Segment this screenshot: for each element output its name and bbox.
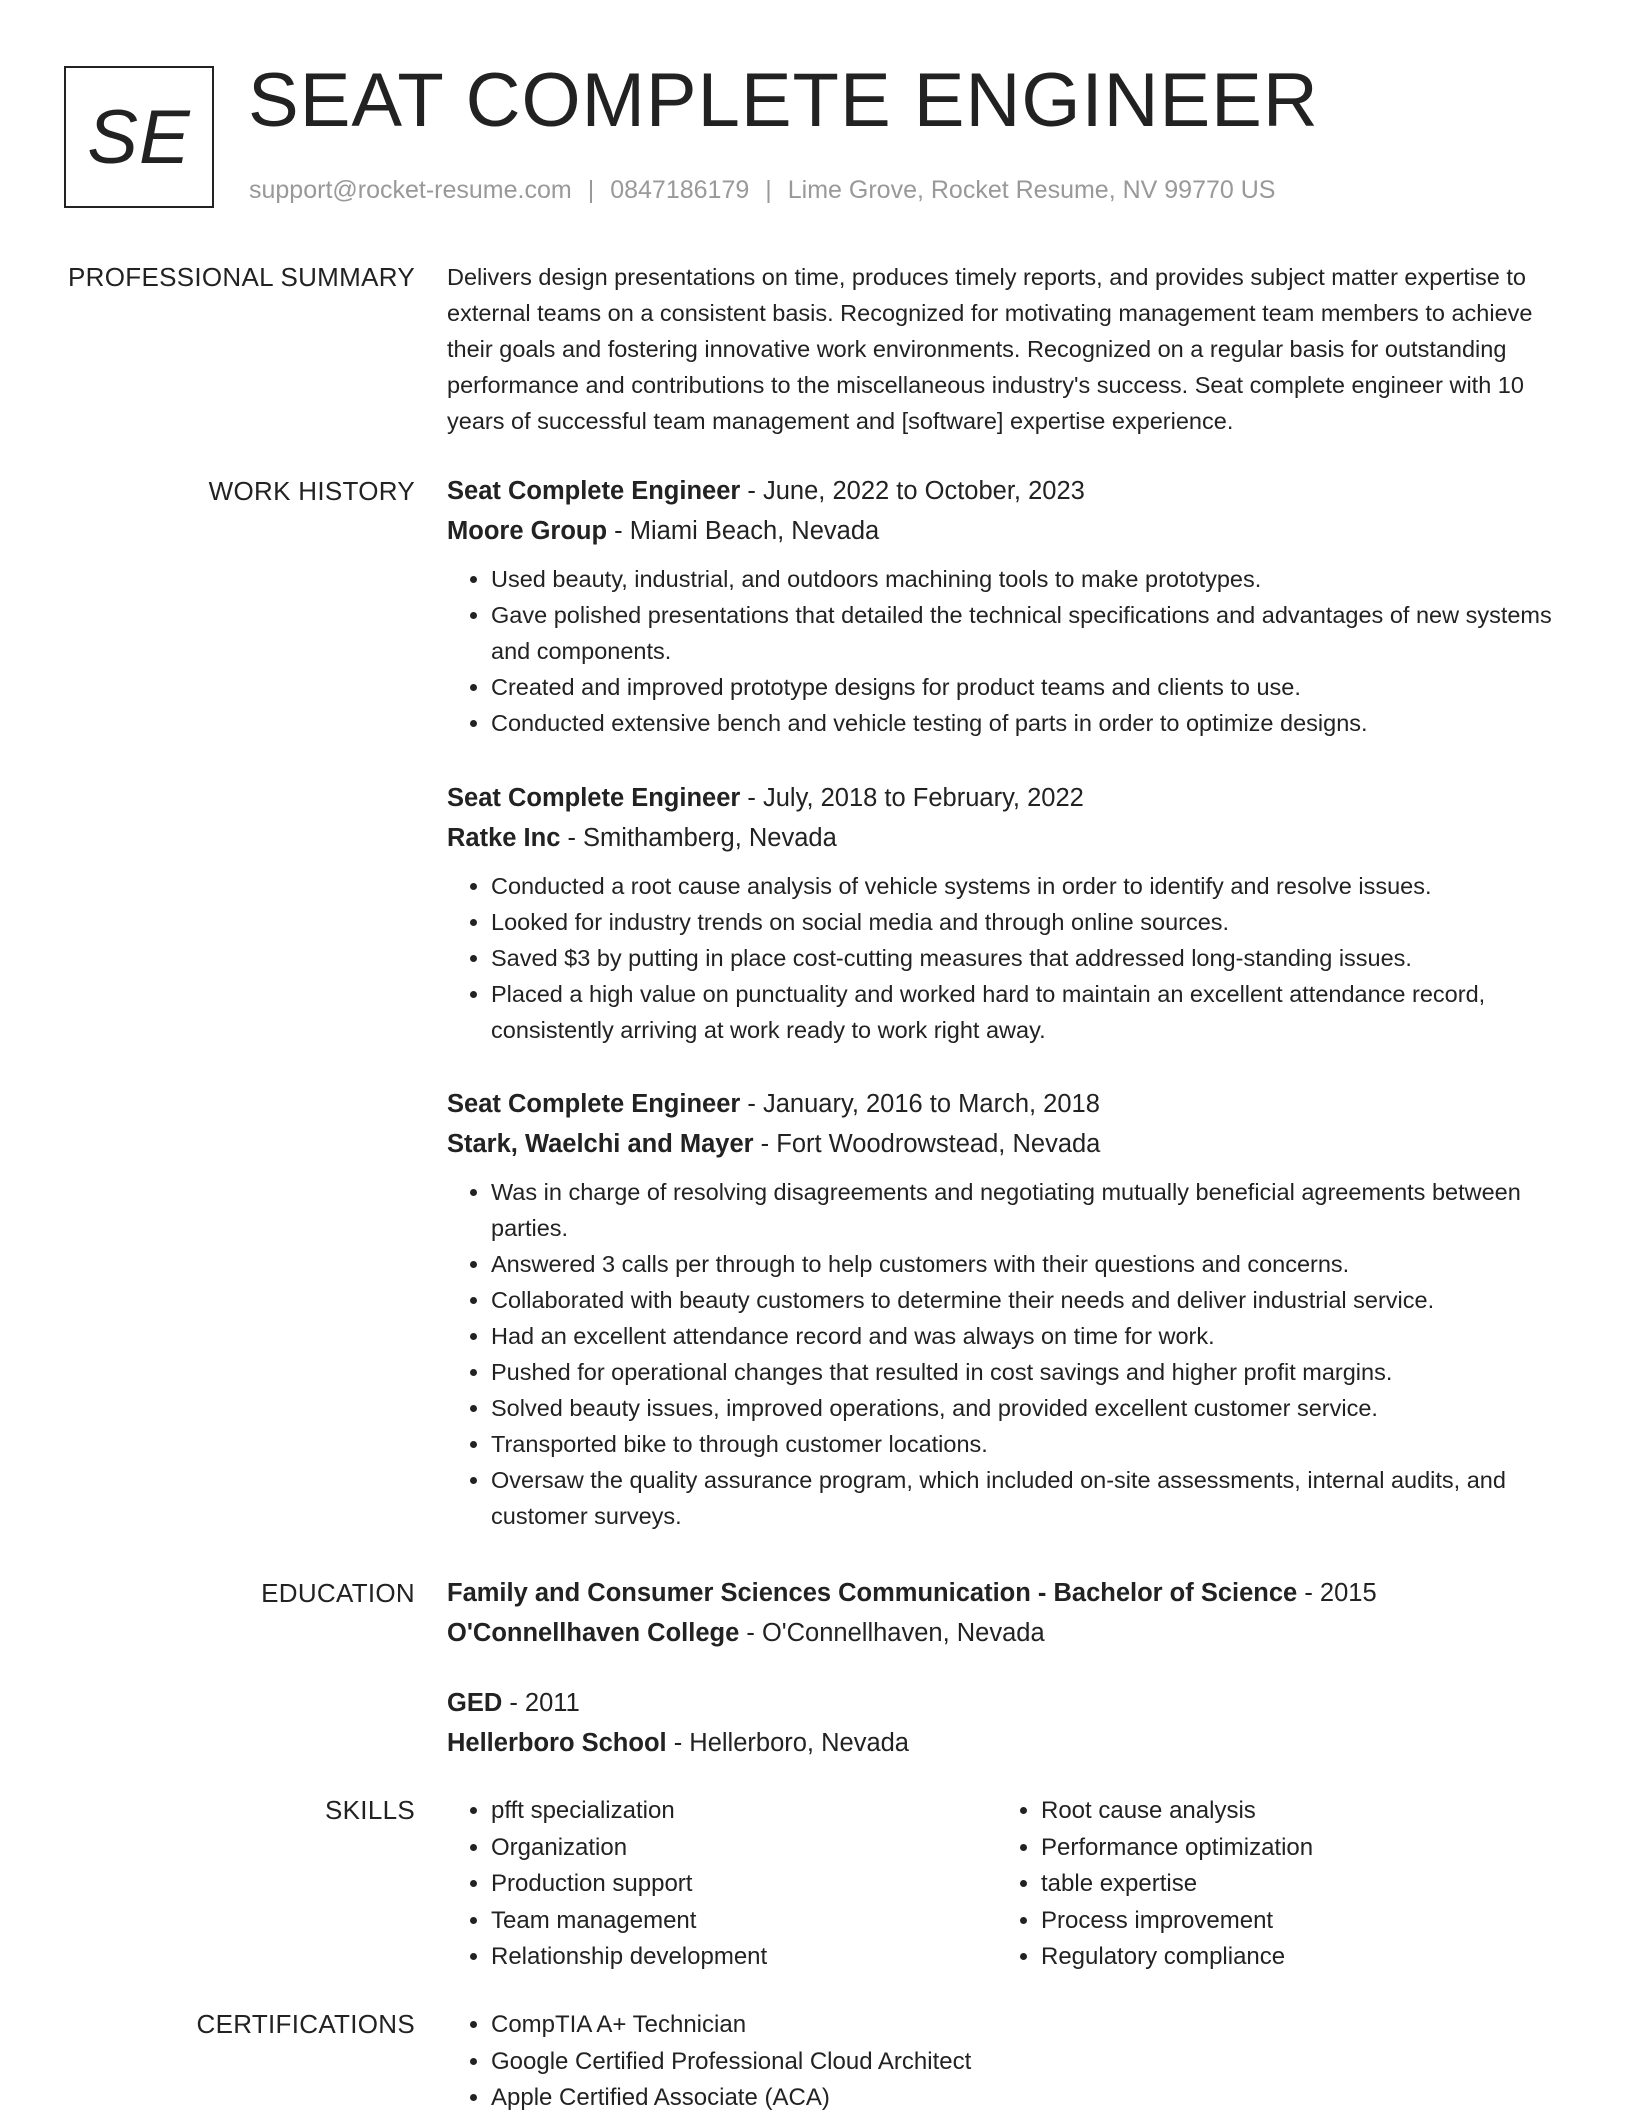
education-degree: GED — [447, 1689, 503, 1717]
job-bullet: • Saved $3 by putting in place cost-cutting measures that addressed long-standing issues. — [491, 940, 1577, 976]
job-title-line — [447, 1084, 1577, 1124]
education-degree-line — [447, 1573, 1577, 1613]
job-location: - Miami Beach, Nevada — [607, 517, 880, 545]
job-entry — [447, 778, 1577, 1048]
education-school-line — [447, 1723, 1577, 1763]
certifications-list — [447, 2007, 1577, 2117]
job-company-line — [447, 511, 1577, 551]
job-bullet: • Collaborated with beauty customers to determine their needs and deliver industrial service. — [491, 1282, 1577, 1318]
job-company: Moore Group — [447, 517, 608, 545]
job-bullet: • Solved beauty issues, improved operations, and provided excellent customer service. — [491, 1390, 1577, 1426]
job-bullets — [447, 1174, 1577, 1534]
job-bullet: • Oversaw the quality assurance program, which included on-site assessments, internal audits, and customer surveys. — [491, 1462, 1577, 1534]
monogram-logo: SE — [64, 66, 214, 208]
skill-item: • Production support — [491, 1866, 767, 1903]
job-company-line — [447, 1124, 1577, 1164]
skill-item: • Relationship development — [491, 1939, 767, 1976]
job-location: - Fort Woodrowstead, Nevada — [753, 1130, 1101, 1158]
job-bullet: • Conducted a root cause analysis of vehicle systems in order to identify and resolve issues. — [491, 868, 1577, 904]
job-dates: - January, 2016 to March, 2018 — [740, 1090, 1100, 1118]
skill-item: • Regulatory compliance — [1041, 1939, 1313, 1976]
job-bullet: • Transported bike to through customer locations. — [491, 1426, 1577, 1462]
section-label-education: EDUCATION — [261, 1578, 415, 1608]
job-title: Seat Complete Engineer — [447, 784, 741, 812]
job-dates: - July, 2018 to February, 2022 — [740, 784, 1084, 812]
education-school: Hellerboro School — [447, 1729, 667, 1757]
contact-phone: 0847186179 — [610, 176, 750, 204]
job-title-line — [447, 471, 1577, 511]
job-bullet: • Looked for industry trends on social media and through online sources. — [491, 904, 1577, 940]
job-bullet: • Placed a high value on punctuality and worked hard to maintain an excellent attendance record, consistently arriving at work ready to work right away. — [491, 976, 1577, 1048]
education-location: - O'Connellhaven, Nevada — [739, 1619, 1045, 1647]
certification-item: • CompTIA A+ Technician — [491, 2007, 1577, 2044]
education-entry — [447, 1683, 1577, 1763]
skill-item: • Team management — [491, 1903, 767, 1940]
education-location: - Hellerboro, Nevada — [666, 1729, 909, 1757]
job-bullet: • Gave polished presentations that detailed the technical specifications and advantages of new systems and components. — [491, 597, 1577, 669]
education-entry — [447, 1573, 1577, 1653]
skill-item: • pfft specialization — [491, 1793, 767, 1830]
education-year: - 2015 — [1297, 1579, 1377, 1607]
job-bullet: • Conducted extensive bench and vehicle testing of parts in order to optimize designs. — [491, 705, 1577, 741]
summary-section — [447, 259, 1577, 439]
job-title: Seat Complete Engineer — [447, 477, 741, 505]
job-dates: - June, 2022 to October, 2023 — [740, 477, 1085, 505]
job-location: - Smithamberg, Nevada — [560, 824, 837, 852]
skill-item: • Process improvement — [1041, 1903, 1313, 1940]
job-title-line — [447, 778, 1577, 818]
job-bullet: • Was in charge of resolving disagreements and negotiating mutually beneficial agreements between parties. — [491, 1174, 1577, 1246]
certification-item: • Apple Certified Associate (ACA) — [491, 2080, 1577, 2117]
job-bullet: • Answered 3 calls per through to help customers with their questions and concerns. — [491, 1246, 1577, 1282]
section-label-certifications: CERTIFICATIONS — [196, 2009, 415, 2039]
skills-list-left — [447, 1793, 767, 1976]
section-label-skills: SKILLS — [325, 1795, 415, 1825]
education-school-line — [447, 1613, 1577, 1653]
job-bullets — [447, 868, 1577, 1048]
contact-separator: | — [587, 176, 595, 204]
job-bullet: • Had an excellent attendance record and was always on time for work. — [491, 1318, 1577, 1354]
skill-item: • table expertise — [1041, 1866, 1313, 1903]
job-bullet: • Created and improved prototype designs for product teams and clients to use. — [491, 669, 1577, 705]
job-bullet: • Used beauty, industrial, and outdoors machining tools to make prototypes. — [491, 561, 1577, 597]
skills-section — [447, 1793, 1577, 1983]
job-company-line — [447, 818, 1577, 858]
job-bullets — [447, 561, 1577, 741]
job-entry — [447, 1084, 1577, 1534]
job-company: Ratke Inc — [447, 824, 561, 852]
certification-item: • Google Certified Professional Cloud Architect — [491, 2044, 1577, 2081]
job-bullet: • Pushed for operational changes that resulted in cost savings and higher profit margins. — [491, 1354, 1577, 1390]
candidate-name: SEAT COMPLETE ENGINEER — [248, 58, 1319, 143]
skills-list-right — [997, 1793, 1313, 1976]
contact-address: Lime Grove, Rocket Resume, NV 99770 US — [787, 176, 1276, 204]
job-title: Seat Complete Engineer — [447, 1090, 741, 1118]
skill-item: • Organization — [491, 1830, 767, 1867]
job-entry — [447, 471, 1577, 741]
certifications-section — [447, 2007, 1577, 2117]
education-degree-line — [447, 1683, 1577, 1723]
contact-email: support@rocket-resume.com — [249, 176, 572, 204]
contact-separator: | — [765, 176, 772, 204]
section-label-summary: PROFESSIONAL SUMMARY — [68, 262, 415, 292]
job-company: Stark, Waelchi and Mayer — [447, 1130, 754, 1158]
contact-line — [249, 175, 1275, 205]
section-label-work-history: WORK HISTORY — [208, 476, 415, 506]
education-school: O'Connellhaven College — [447, 1619, 740, 1647]
summary-text: Delivers design presentations on time, produces timely reports, and provides subject matter expertise to external teams on a consistent basis. Recognized for motivating management team members to achieve their goals and fostering innovative work environments. Recognized on a regular basis for outstanding performance and contributions to the miscellaneous industry's success. Seat complete engineer with 10 years of successful team management and [software] expertise experience. — [447, 264, 1533, 434]
skill-item: • Performance optimization — [1041, 1830, 1313, 1867]
education-degree: Family and Consumer Sciences Communication - Bachelor of Science — [447, 1579, 1298, 1607]
skill-item: • Root cause analysis — [1041, 1793, 1313, 1830]
education-year: - 2011 — [502, 1689, 580, 1717]
